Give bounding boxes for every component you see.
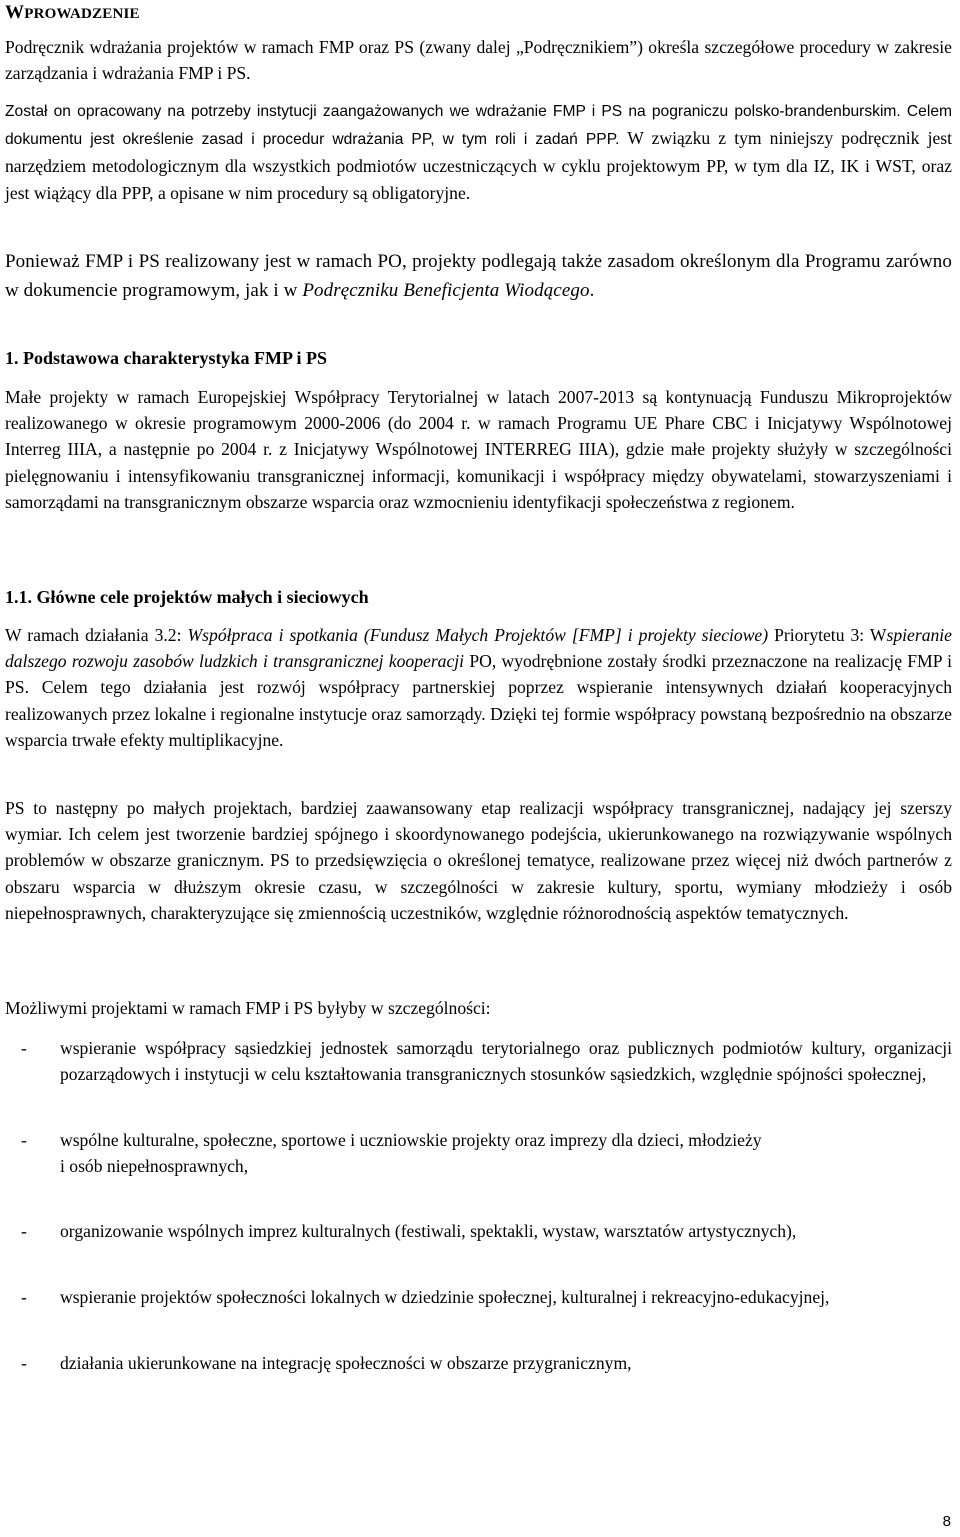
list-dash: - — [21, 1130, 27, 1150]
list-dash: - — [21, 1353, 27, 1373]
paragraph-programme-rules: Ponieważ FMP i PS realizowany jest w ramach PO, projekty podlegają także zasadom określonym dla Programu zarówno w dokumencie programowym, jak i w Podręczniku Beneficjenta Wiodącego. — [5, 251, 952, 301]
list-dash: - — [21, 1287, 27, 1307]
section-heading-introduction: WPROWADZENIE — [5, 2, 140, 23]
list-item: - organizowanie wspólnych imprez kulturalnych (festiwali, spektakli, wystaw, warsztatów artystycznych), — [5, 1218, 952, 1244]
project-types-list — [5, 1127, 952, 1179]
paragraph-possible-projects: Możliwymi projektami w ramach FMP i PS byłyby w szczególności: — [5, 998, 491, 1018]
list-item: - wspólne kulturalne, społeczne, sportowe i uczniowskie projekty oraz imprezy dla dzieci, młodzieży i osób niepełnosprawnych, — [5, 1127, 952, 1179]
paragraph-measure-3-2: W ramach działania 3.2: Współpraca i spotkania (Fundusz Małych Projektów [FMP] i projekty sieciowe) Priorytetu 3: Wspieranie dalszego rozwoju zasobów ludzkich i transgranicznej kooperacji PO, wyodrębnione zostały środki przeznaczone na realizację FMP i PS. Celem tego działania jest rozwój współpracy partnerskiej poprzez wspieranie intensywnych działań kooperacyjnych realizowanych przez lokalne i regionalne instytucje oraz samorządy. Dzięki tej formie współpracy powstaną bezpośrednio na obszarze wsparcia trwałe efekty multiplikacyjne. — [5, 625, 952, 750]
list-item: - wspieranie współpracy sąsiedzkiej jednostek samorządu terytorialnego oraz publicznych podmiotów kultury, organizacji pozarządowych i instytucji w celu kształtowania transgranicznych stosunków sąsiedzkich, względnie spójności społecznej, — [5, 1035, 952, 1087]
list-item: - działania ukierunkowane na integrację społeczności w obszarze przygranicznym, — [5, 1350, 952, 1376]
paragraph-purpose: Podręcznik wdrażania projektów w ramach FMP oraz PS (zwany dalej „Podręcznikiem”) określa szczegółowe procedury w zakresie zarządzania i wdrażania FMP i PS. — [5, 37, 952, 84]
section-heading-1-1: 1.1. Główne cele projektów małych i sieciowych — [5, 587, 369, 607]
paragraph-small-projects: Małe projekty w ramach Europejskiej Współpracy Terytorialnej w latach 2007-2013 są kontynuacją Funduszu Mikroprojektów realizowanego w okresie programowym 2000-2006 (do 2004 r. w ramach Programu UE Phare CBC i Inicjatywy Wspólnotowej Interreg IIIA, a następnie po 2004 r. z Inicjatywy Wspólnotowej INTERREG IIIA), gdzie małe projekty służyły w szczególności pielęgnowaniu i intensyfikowaniu transgranicznej informacji, komunikacji i współpracy między obywatelami, stowarzyszeniami i samorządami na transgranicznym obszarze wsparcia oraz wzmocnieniu identyfikacji społeczeństwa z regionem. — [5, 387, 952, 512]
project-types-list — [5, 1350, 952, 1376]
paragraph-network-projects: PS to następny po małych projektach, bardziej zaawansowany etap realizacji współpracy transgranicznej, nadający jej szerszy wymiar. Ich celem jest tworzenie bardziej spójnego i skoordynowanego podejścia, ukierunkowanego na rozwiązywanie wspólnych problemów w obszarze granicznym. PS to przedsięwzięcia o określonej tematyce, realizowane przez więcej niż dwóch partnerów z obszaru wsparcia w dłuższym okresie czasu, w szczególności w zakresie kultury, sportu, wymiany młodzieży i osób niepełnosprawnych, charakteryzujące się zmiennością uczestników, względnie różnorodnością aspektów tematycznych. — [5, 798, 952, 923]
section-heading-1: 1. Podstawowa charakterystyka FMP i PS — [5, 348, 327, 368]
list-dash: - — [21, 1221, 27, 1241]
list-dash: - — [21, 1038, 27, 1058]
project-types-list — [5, 1218, 952, 1244]
project-types-list — [5, 1035, 952, 1087]
list-item: - wspieranie projektów społeczności lokalnych w dziedzinie społecznej, kulturalnej i rekreacyjno-edukacyjnej, — [5, 1284, 952, 1310]
project-types-list — [5, 1284, 952, 1310]
page-number: 8 — [942, 1513, 951, 1530]
paragraph-scope: Został on opracowany na potrzeby instytucji zaangażowanych we wdrażanie FMP i PS na pograniczu polsko-brandenburskim. Celem dokumentu jest określenie zasad i procedur wdrażania PP, w tym roli i zadań PPP. W związku z tym niniejszy podręcznik jest narzędziem metodologicznym dla wszystkich podmiotów uczestniczących w cyklu projektowym PP, w tym dla IZ, IK i WST, oraz jest wiążący dla PPP, a opisane w nim procedury są obligatoryjne. — [5, 103, 952, 203]
